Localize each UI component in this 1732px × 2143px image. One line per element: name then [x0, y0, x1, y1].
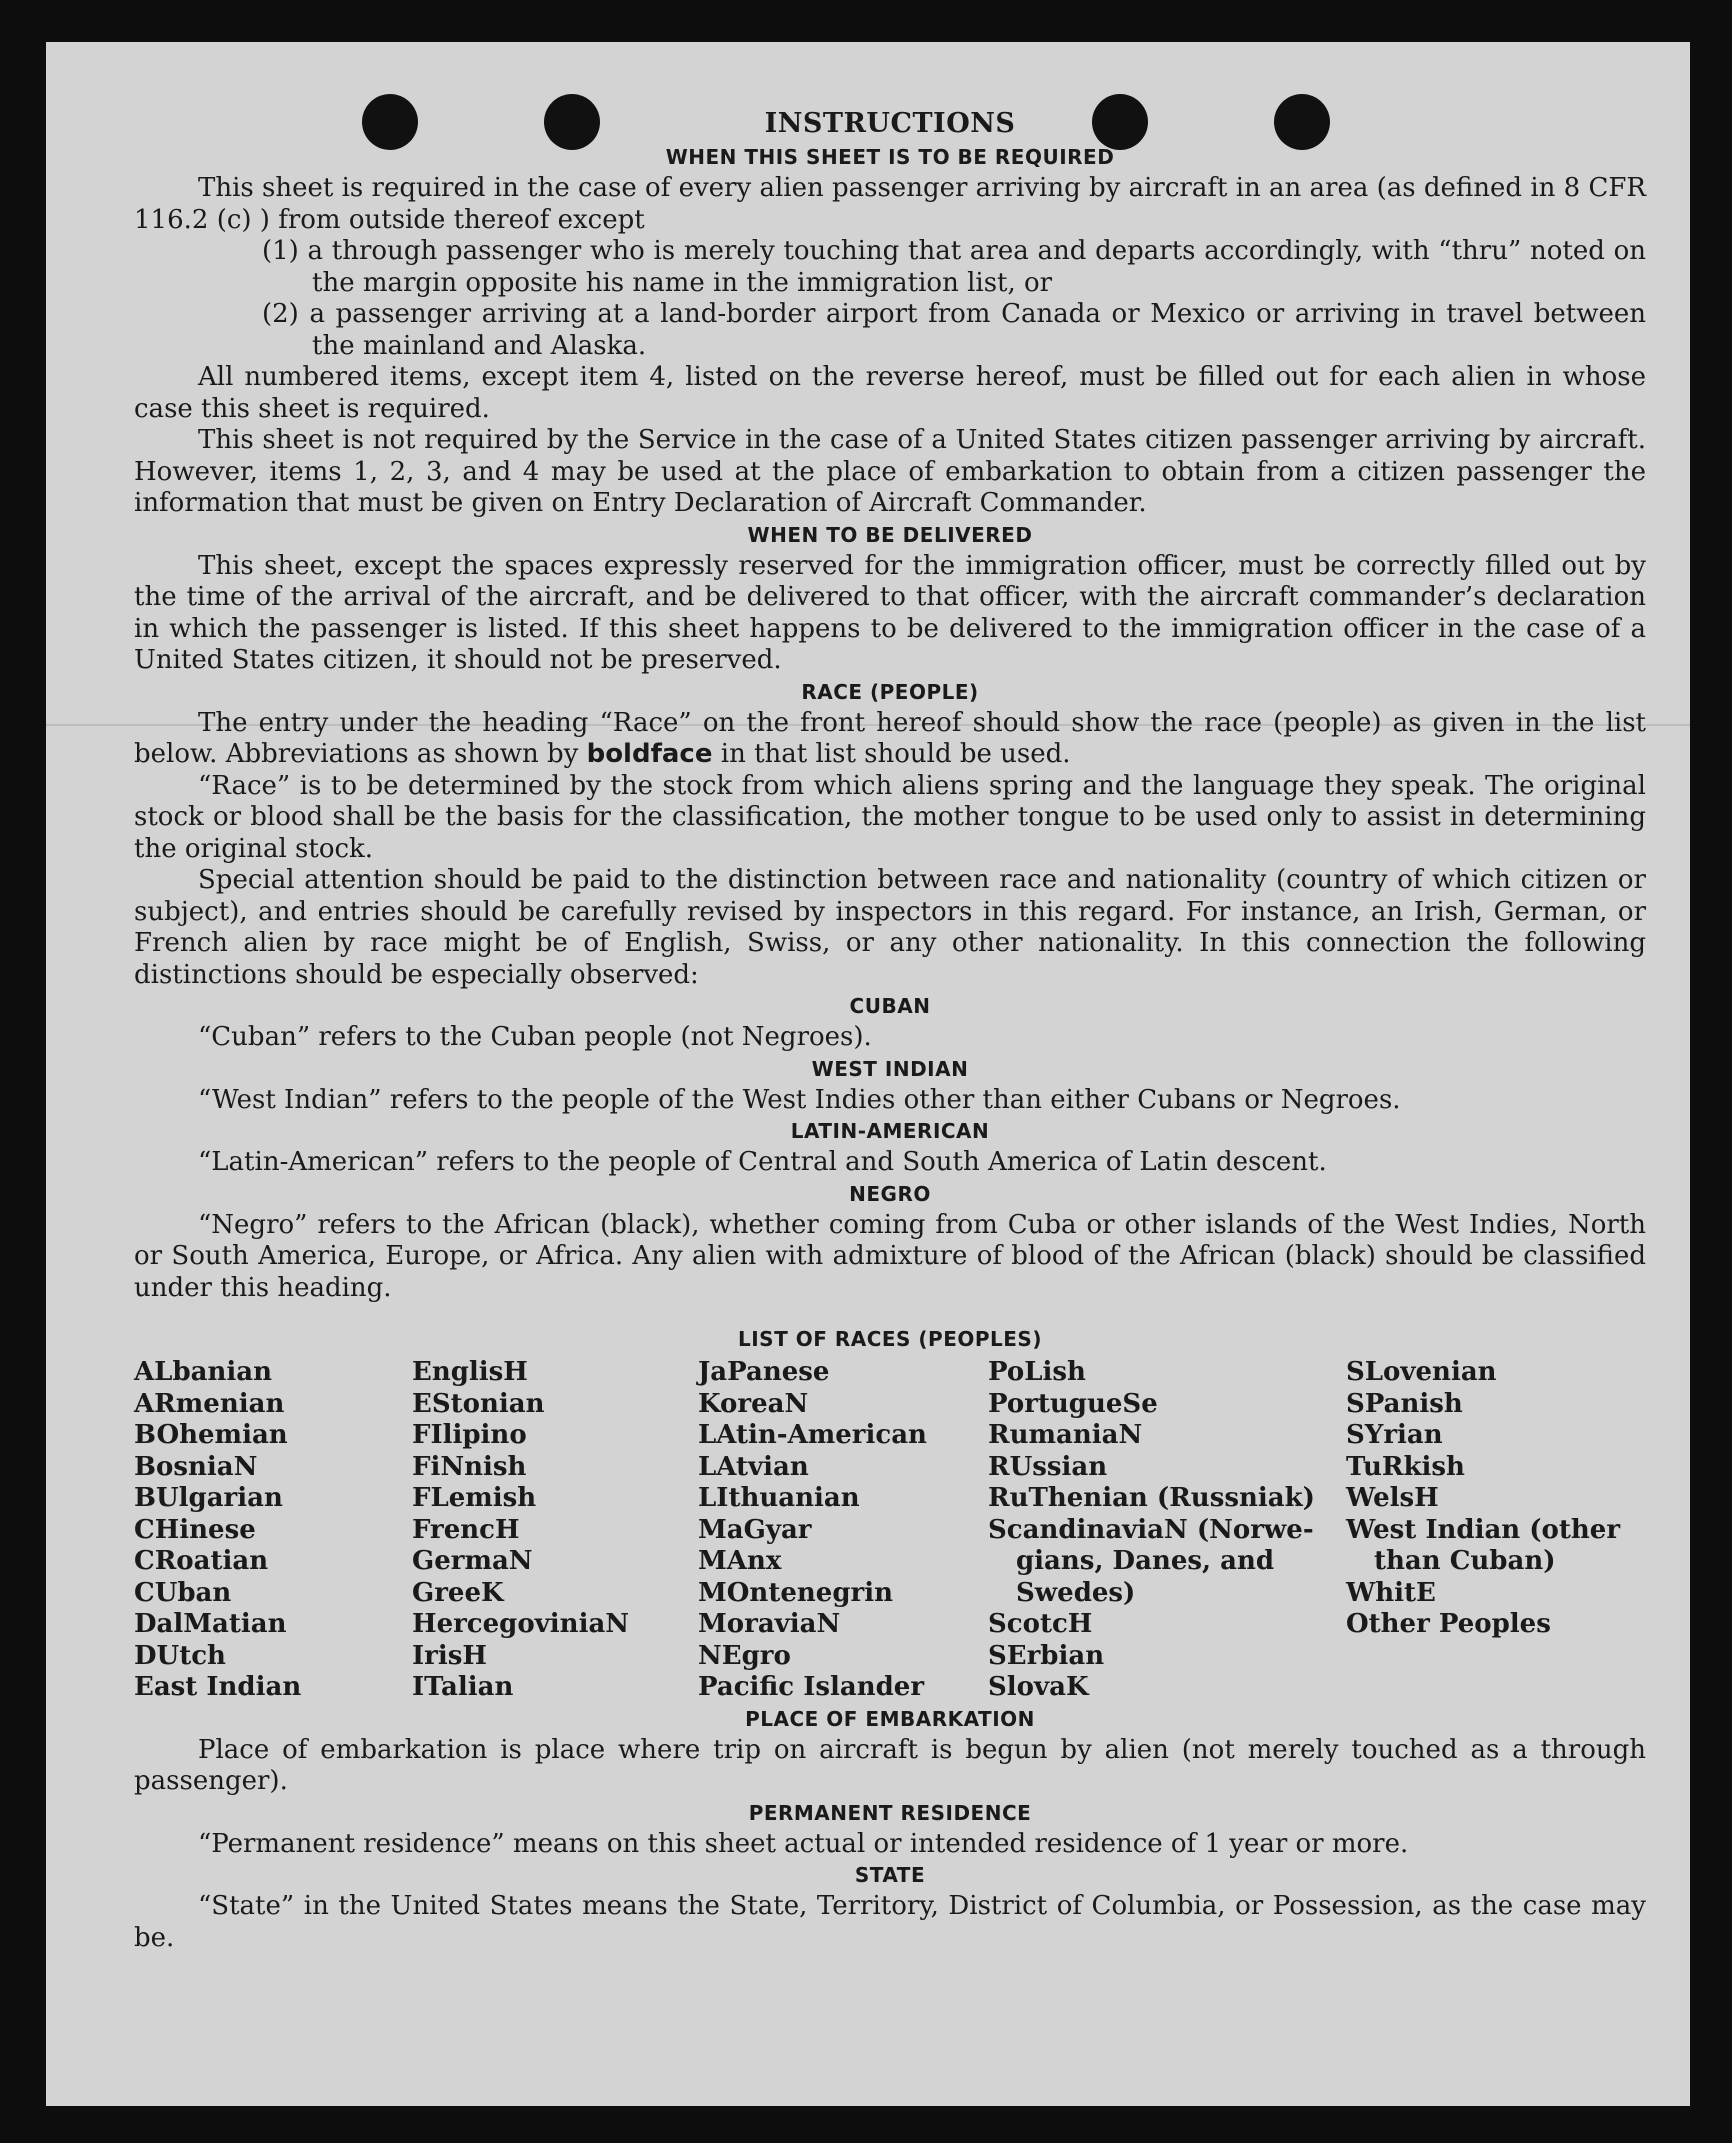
- race-entry: NEgro: [698, 1640, 791, 1671]
- race-entry: FLemish: [412, 1483, 537, 1513]
- race-entry: Other Peoples: [1346, 1609, 1551, 1639]
- race-entry: SErbian: [988, 1640, 1105, 1671]
- section-heading-list-of-races: LIST OF RACES (PEOPLES): [738, 1327, 1042, 1351]
- paragraph: “West Indian” refers to the people of the West Indies other than either Cubans or Negroes.: [198, 1084, 1401, 1115]
- section-heading-west-indian: WEST INDIAN: [811, 1056, 969, 1081]
- race-entry: SlovaK: [988, 1672, 1089, 1702]
- page-title: INSTRUCTIONS: [764, 108, 1016, 139]
- race-entry: EStonian: [412, 1388, 545, 1419]
- section-heading-delivered: WHEN TO BE DELIVERED: [747, 522, 1033, 547]
- races-column: [988, 1357, 1328, 1704]
- race-entry: MAnx: [698, 1546, 782, 1576]
- race-entry: SYrian: [1346, 1420, 1443, 1450]
- document-sheet: [46, 42, 1690, 2106]
- race-entry: RuThenian (Russniak): [988, 1483, 1315, 1513]
- race-entry: ScandinaviaN (Norwe-: [988, 1514, 1314, 1545]
- race-entry: ALbanian: [134, 1357, 273, 1387]
- race-entry: CUban: [134, 1577, 232, 1608]
- paragraph: “Race” is to be determined by the stock from which aliens spring and the language they speak. The original stock or blood shall be the basis for the classification, the mother tongue to be used only to assist in determining the original stock.: [134, 770, 1646, 864]
- text-run: The entry under the heading “Race” on the front hereof should show the race (people) as given in the list below. Abbreviations as shown by: [134, 707, 1646, 769]
- race-entry: BosniaN: [134, 1451, 258, 1482]
- race-entry-continued: than Cuban): [1374, 1546, 1556, 1576]
- races-list: [134, 1357, 1646, 1704]
- race-entry: GermaN: [412, 1546, 533, 1576]
- section-heading-latin-american: LATIN-AMERICAN: [790, 1119, 990, 1143]
- paragraph: This sheet is required in the case of every alien passenger arriving by aircraft in an area (as defined in 8 CFR 116.2 (c) ) from outside thereof except: [134, 173, 1646, 235]
- paragraph: “State” in the United States means the State, Territory, District of Columbia, or Possession, as the case may be.: [134, 1891, 1646, 1953]
- race-entry: CHinese: [134, 1514, 256, 1545]
- section-heading-state: STATE: [854, 1863, 926, 1887]
- race-entry: GreeK: [412, 1577, 504, 1608]
- race-entry: IrisH: [412, 1640, 487, 1671]
- race-entry: ARmenian: [134, 1388, 285, 1419]
- race-entry: Pacific Islander: [698, 1672, 925, 1702]
- races-column: [412, 1357, 680, 1704]
- races-column: [134, 1357, 394, 1704]
- race-entry: LAtvian: [698, 1451, 809, 1482]
- race-entry: West Indian (other: [1346, 1514, 1621, 1545]
- race-entry: LAtin-American: [698, 1420, 927, 1450]
- section-heading-embarkation: PLACE OF EMBARKATION: [745, 1706, 1035, 1731]
- race-entry-continued: Swedes): [1016, 1577, 1136, 1608]
- race-entry: HercegoviniaN: [412, 1609, 630, 1639]
- paragraph: This sheet, except the spaces expressly reserved for the immigration officer, must be correctly filled out by the time of the arrival of the aircraft, and be delivered to that officer, with the aircraft commander’s declaration in which the passenger is listed. If this sheet happens to be delivered to the immigration officer in the case of a United States citizen, it should not be preserved.: [134, 550, 1646, 675]
- race-entry: KoreaN: [698, 1388, 809, 1419]
- paragraph: “Latin-American” refers to the people of Central and South America of Latin descent.: [198, 1147, 1327, 1177]
- race-entry: ITalian: [412, 1672, 514, 1702]
- race-entry: MaGyar: [698, 1514, 812, 1545]
- instructions-body: [134, 106, 1646, 1954]
- race-entry: SPanish: [1346, 1388, 1463, 1419]
- race-entry: LIthuanian: [698, 1483, 860, 1513]
- section-heading-residence: PERMANENT RESIDENCE: [748, 1800, 1032, 1825]
- paragraph: Place of embarkation is place where trip on aircraft is begun by alien (not merely touched as a through passenger).: [134, 1734, 1646, 1796]
- race-entry: JaPanese: [698, 1357, 830, 1387]
- race-entry: MOntenegrin: [698, 1577, 893, 1608]
- paragraph: Special attention should be paid to the distinction between race and nationality (country of which citizen or subject), and entries should be carefully revised by inspectors in this regard. For instance, an Irish, German, or French alien by race might be of English, Swiss, or any other nationality. In this connection the following distinctions should be especially observed:: [134, 865, 1646, 990]
- paragraph: “Cuban” refers to the Cuban people (not Negroes).: [198, 1022, 872, 1052]
- list-item: (2) a passenger arriving at a land-border airport from Canada or Mexico or arriving in travel between the mainland and Alaska.: [262, 299, 1646, 361]
- list-item: (1) a through passenger who is merely touching that area and departs accordingly, with “thru” noted on the margin opposite his name in the immigration list, or: [262, 236, 1646, 298]
- section-heading-cuban: CUBAN: [849, 994, 931, 1018]
- race-entry: BOhemian: [134, 1420, 288, 1450]
- race-entry: PoLish: [988, 1357, 1086, 1387]
- paragraph: “Negro” refers to the African (black), whether coming from Cuba or other islands of the West Indies, North or South America, Europe, or Africa. Any alien with admixture of blood of the African (black) should be classified under this heading.: [134, 1209, 1646, 1303]
- section-heading-required: WHEN THIS SHEET IS TO BE REQUIRED: [665, 145, 1115, 169]
- race-entry: DalMatian: [134, 1609, 287, 1639]
- race-entry: CRoatian: [134, 1546, 269, 1576]
- race-entry-continued: gians, Danes, and: [1016, 1546, 1275, 1576]
- section-heading-race: RACE (PEOPLE): [801, 679, 979, 704]
- paragraph: This sheet is not required by the Service in the case of a United States citizen passenger arriving by aircraft. However, items 1, 2, 3, and 4 may be used at the place of embarkation to obtain from a citizen passenger the information that must be given on Entry Declaration of Aircraft Commander.: [134, 425, 1646, 518]
- race-entry: WelsH: [1346, 1483, 1439, 1513]
- race-entry: ScotcH: [988, 1609, 1093, 1639]
- race-entry: FIlipino: [412, 1420, 527, 1450]
- race-entry: WhitE: [1346, 1577, 1436, 1608]
- race-entry: DUtch: [134, 1640, 226, 1671]
- race-entry: East Indian: [134, 1672, 302, 1702]
- race-entry: RumaniaN: [988, 1420, 1143, 1450]
- race-entry: FrencH: [412, 1514, 520, 1545]
- race-entry: MoraviaN: [698, 1609, 841, 1639]
- race-entry: SLovenian: [1346, 1357, 1497, 1387]
- race-entry: TuRkish: [1346, 1451, 1465, 1482]
- boldface-word: boldface: [586, 739, 713, 769]
- section-heading-negro: NEGRO: [849, 1181, 931, 1206]
- race-entry: RUssian: [988, 1451, 1108, 1482]
- race-entry: FiNnish: [412, 1451, 527, 1482]
- race-entry: EnglisH: [412, 1357, 528, 1387]
- race-entry: PortugueSe: [988, 1388, 1158, 1419]
- race-entry: BUlgarian: [134, 1483, 283, 1513]
- text-run: in that list should be used.: [720, 739, 1071, 769]
- races-column: [1346, 1357, 1646, 1704]
- paragraph: [134, 708, 1646, 771]
- races-column: [698, 1357, 970, 1704]
- paragraph: All numbered items, except item 4, listed on the reverse hereof, must be filled out for each alien in whose case this sheet is required.: [134, 362, 1646, 424]
- paragraph: “Permanent residence” means on this sheet actual or intended residence of 1 year or more.: [198, 1828, 1409, 1859]
